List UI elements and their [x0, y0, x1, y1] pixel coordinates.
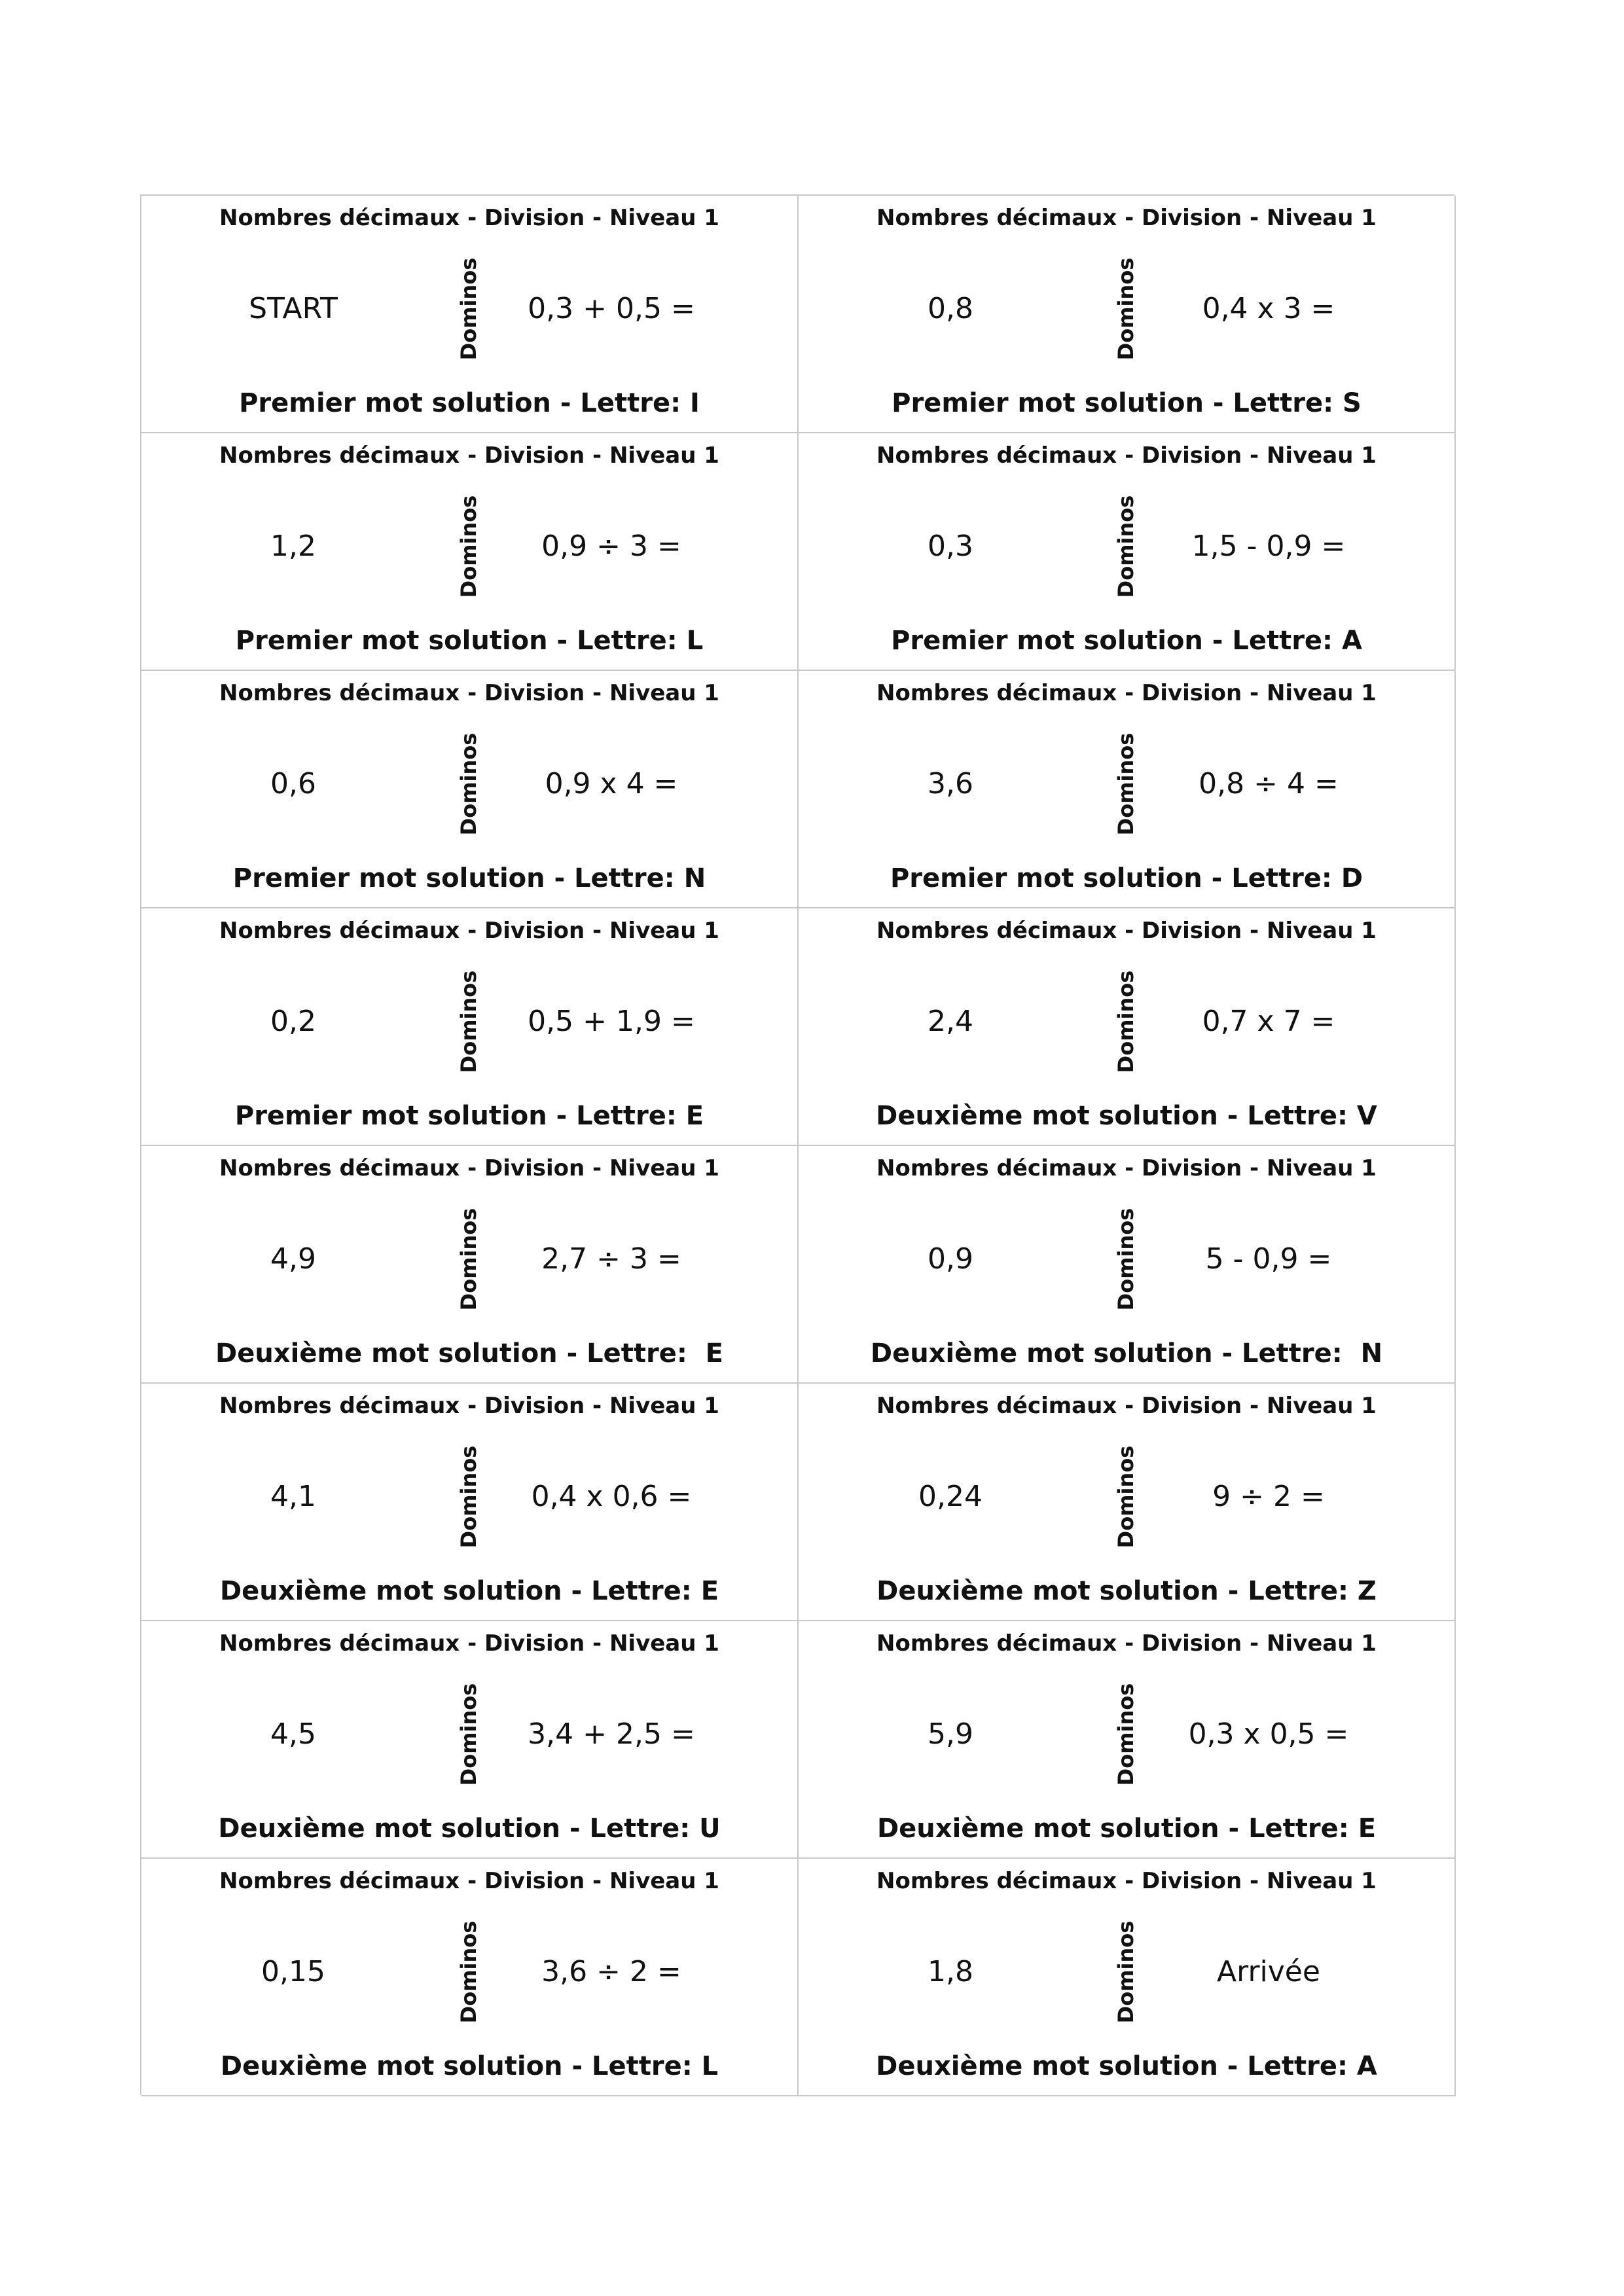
dominos-side-label: Dominos	[1113, 732, 1138, 836]
dominos-side-label: Dominos	[1113, 1208, 1138, 1311]
domino-card	[141, 1384, 799, 1621]
card-header: Nombres décimaux - Division - Niveau 1	[219, 1155, 719, 1181]
card-header: Nombres décimaux - Division - Niveau 1	[219, 918, 719, 944]
dominos-side-label: Dominos	[1113, 495, 1138, 598]
card-footer-clue: Deuxième mot solution - Lettre: U	[218, 1814, 721, 1844]
card-header: Nombres décimaux - Division - Niveau 1	[876, 442, 1377, 469]
domino-right-expression: 2,7 ÷ 3 =	[541, 1242, 681, 1276]
domino-left-value: 4,1	[270, 1480, 316, 1513]
card-header: Nombres décimaux - Division - Niveau 1	[219, 442, 719, 469]
domino-card	[799, 1384, 1456, 1621]
dominos-side-label: Dominos	[456, 1445, 481, 1549]
card-footer-clue: Deuxième mot solution - Lettre: E	[219, 1576, 719, 1606]
dominos-side-label: Dominos	[1113, 1445, 1138, 1549]
card-header: Nombres décimaux - Division - Niveau 1	[219, 205, 719, 231]
card-footer-clue: Premier mot solution - Lettre: D	[890, 863, 1363, 893]
dominos-side-label: Dominos	[456, 257, 481, 361]
domino-card	[141, 908, 799, 1146]
domino-card	[141, 196, 799, 433]
domino-right-expression: 0,3 x 0,5 =	[1188, 1717, 1349, 1751]
domino-right-expression: 5 - 0,9 =	[1205, 1242, 1332, 1276]
card-header: Nombres décimaux - Division - Niveau 1	[876, 1393, 1377, 1419]
card-header: Nombres décimaux - Division - Niveau 1	[219, 1630, 719, 1657]
domino-right-expression: 9 ÷ 2 =	[1212, 1480, 1325, 1513]
domino-right-expression: 0,7 x 7 =	[1202, 1005, 1335, 1038]
card-footer-clue: Deuxième mot solution - Lettre: N	[870, 1338, 1383, 1369]
card-footer-clue: Premier mot solution - Lettre: I	[239, 388, 700, 418]
domino-left-value: 1,8	[928, 1955, 973, 1988]
card-footer-clue: Deuxième mot solution - Lettre: Z	[876, 1576, 1377, 1606]
domino-card	[799, 908, 1456, 1146]
card-header: Nombres décimaux - Division - Niveau 1	[876, 1155, 1377, 1181]
domino-card	[799, 1859, 1456, 2096]
card-header: Nombres décimaux - Division - Niveau 1	[219, 1868, 719, 1894]
card-footer-clue: Premier mot solution - Lettre: N	[232, 863, 706, 893]
domino-right-expression: 3,4 + 2,5 =	[528, 1717, 695, 1751]
domino-left-value: 3,6	[928, 767, 973, 800]
domino-right-expression: 0,4 x 3 =	[1202, 292, 1335, 325]
dominos-side-label: Dominos	[456, 1920, 481, 2024]
domino-left-value: 0,9	[928, 1242, 973, 1276]
domino-right-expression: 0,3 + 0,5 =	[528, 292, 695, 325]
card-header: Nombres décimaux - Division - Niveau 1	[876, 918, 1377, 944]
card-footer-clue: Deuxième mot solution - Lettre: A	[876, 2051, 1377, 2081]
dominos-side-label: Dominos	[1113, 1920, 1138, 2024]
domino-right-expression: 0,8 ÷ 4 =	[1199, 767, 1339, 800]
domino-card	[141, 1146, 799, 1384]
dominos-side-label: Dominos	[456, 1683, 481, 1786]
domino-left-value: START	[249, 292, 338, 325]
domino-card	[141, 1621, 799, 1859]
domino-right-expression: 0,9 ÷ 3 =	[541, 529, 681, 563]
domino-card	[799, 671, 1456, 908]
domino-left-value: 1,2	[270, 529, 316, 563]
domino-left-value: 0,6	[270, 767, 316, 800]
card-header: Nombres décimaux - Division - Niveau 1	[876, 1868, 1377, 1894]
domino-card	[141, 433, 799, 671]
dominos-side-label: Dominos	[1113, 970, 1138, 1073]
domino-left-value: 0,8	[928, 292, 973, 325]
dominos-side-label: Dominos	[456, 970, 481, 1073]
domino-right-expression: 0,5 + 1,9 =	[528, 1005, 695, 1038]
card-footer-clue: Premier mot solution - Lettre: L	[235, 626, 704, 656]
domino-left-value: 0,15	[261, 1955, 325, 1988]
dominos-side-label: Dominos	[1113, 257, 1138, 361]
domino-card	[141, 1859, 799, 2096]
card-header: Nombres décimaux - Division - Niveau 1	[876, 1630, 1377, 1657]
card-footer-clue: Premier mot solution - Lettre: E	[234, 1101, 704, 1131]
domino-left-value: 2,4	[928, 1005, 973, 1038]
domino-left-value: 0,24	[918, 1480, 983, 1513]
domino-card	[799, 196, 1456, 433]
dominos-side-label: Dominos	[1113, 1683, 1138, 1786]
domino-right-expression: 3,6 ÷ 2 =	[541, 1955, 681, 1988]
domino-right-expression: Arrivée	[1217, 1955, 1320, 1988]
card-header: Nombres décimaux - Division - Niveau 1	[876, 205, 1377, 231]
card-header: Nombres décimaux - Division - Niveau 1	[219, 1393, 719, 1419]
domino-right-expression: 0,4 x 0,6 =	[531, 1480, 692, 1513]
dominos-side-label: Dominos	[456, 1208, 481, 1311]
card-footer-clue: Deuxième mot solution - Lettre: V	[876, 1101, 1377, 1131]
card-footer-clue: Premier mot solution - Lettre: S	[892, 388, 1362, 418]
domino-card	[799, 1621, 1456, 1859]
domino-card	[799, 433, 1456, 671]
domino-left-value: 4,5	[270, 1717, 316, 1751]
domino-left-value: 4,9	[270, 1242, 316, 1276]
dominos-side-label: Dominos	[456, 732, 481, 836]
domino-right-expression: 1,5 - 0,9 =	[1191, 529, 1346, 563]
domino-card	[799, 1146, 1456, 1384]
domino-card-grid	[140, 194, 1454, 2095]
card-footer-clue: Deuxième mot solution - Lettre: E	[215, 1338, 723, 1369]
card-header: Nombres décimaux - Division - Niveau 1	[876, 680, 1377, 706]
card-footer-clue: Deuxième mot solution - Lettre: L	[220, 2051, 719, 2081]
card-footer-clue: Premier mot solution - Lettre: A	[891, 626, 1362, 656]
domino-left-value: 0,2	[270, 1005, 316, 1038]
dominos-side-label: Dominos	[456, 495, 481, 598]
domino-card	[141, 671, 799, 908]
domino-right-expression: 0,9 x 4 =	[545, 767, 678, 800]
card-header: Nombres décimaux - Division - Niveau 1	[219, 680, 719, 706]
card-footer-clue: Deuxième mot solution - Lettre: E	[876, 1814, 1377, 1844]
domino-left-value: 0,3	[928, 529, 973, 563]
domino-left-value: 5,9	[928, 1717, 973, 1751]
